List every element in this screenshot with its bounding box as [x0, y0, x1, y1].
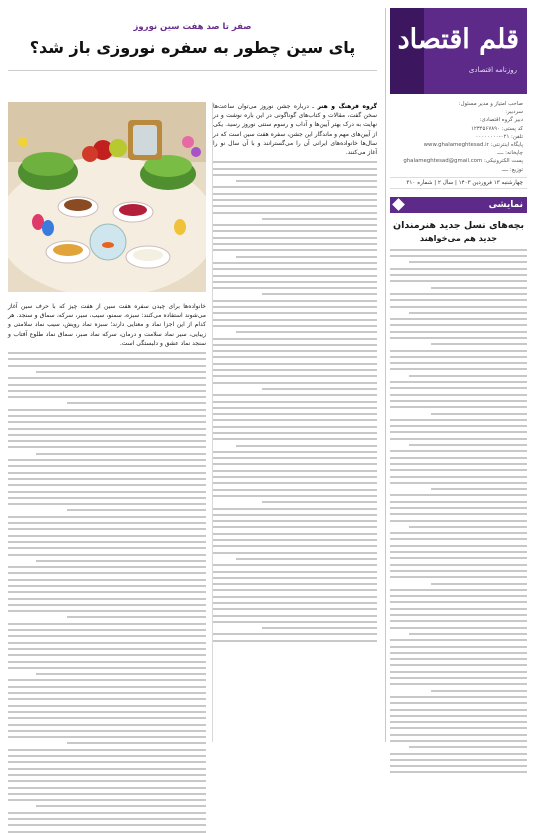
sidebar-body-text [390, 249, 527, 774]
lede-bold: گروه فرهنگ و هنر [317, 103, 378, 110]
main-article [8, 8, 377, 742]
headline-divider [8, 70, 377, 71]
article-body-left [8, 302, 206, 742]
article-left-text: خانواده‌ها برای چیدن سفره هفت سین از هفت چیز که با حرف سین آغاز می‌شوند استفاده می‌کنند: سبزه، سمنو، سیب، سیر، سرکه، سماق و سنجد. هر کدام از این اجزا نماد و معنایی دارند؛ سبزه نماد رویش، سیب نماد سلامتی و زیبایی، سیر نماد سلامت و درمان، سرکه نماد صبر، سماق نماد طلوع آفتاب و سنجد نماد عشق و دلبستگی است. [8, 303, 206, 347]
meta-line: سردبیر: [505, 109, 523, 116]
article-body-lines-left [8, 352, 206, 833]
issue-date-line: چهارشنبه ۱۳ فروردین ۱۴۰۳ | سال ۲ | شماره ۳۱۰ [390, 177, 527, 189]
newspaper-logo: قلم اقتصاد [397, 24, 519, 55]
logo-subtitle: روزنامه اقتصادی [468, 66, 517, 74]
meta-line: دبیر گروه اقتصادی: [479, 117, 523, 124]
masthead-meta [390, 94, 527, 174]
meta-line: توزیع: ــــ [501, 166, 523, 173]
logo-box [390, 8, 527, 94]
diamond-icon [392, 198, 405, 211]
meta-line: پست الکترونیکی: ghalameghtesad@gmail.com [403, 158, 523, 165]
article-body-lines-right [213, 161, 377, 642]
article-headline: پای سین چطور به سفره نوروزی باز شد؟ [29, 38, 356, 57]
article-lede [213, 102, 377, 157]
meta-line: پایگاه اینترنتی: www.ghalameghtesad.ir [423, 142, 523, 149]
meta-line: کد پستی: ۱۲۳۴۵۶۷۸۹۰ [470, 125, 523, 132]
article-kicker: صفر تا صد هفت سین نوروز [133, 22, 252, 32]
newspaper-page [8, 8, 527, 742]
section-label: نمایشی [488, 199, 523, 210]
meta-line: تلفن: ۰۲۱-۰۰۰۰۰۰۰۰ [475, 133, 523, 140]
haft-sin-photo [8, 102, 206, 292]
sidebar-subheadline: جدید هم می‌خواهند [419, 232, 498, 243]
lede-text: ـ درباره جشن نوروز می‌توان ساعت‌ها سخن گفت، مقالات و کتاب‌های گوناگونی در این باره نوشت و در نهایت به درک بهتر آیین‌ها و آداب و رسوم سنتی نوروز رسید. یکی از آیین‌های مهم و ماندگار این جشن، سفره هفت سین است که در سال‌ها خانواده‌های ایرانی آن را می‌گسترانند و با آن سال نو را آغاز می‌کنند. [213, 103, 377, 157]
article-body-right [213, 102, 377, 742]
masthead-column [385, 8, 527, 742]
section-bar [390, 197, 527, 213]
meta-line: صاحب امتیاز و مدیر مسئول: [458, 101, 523, 107]
meta-line: چاپخانه: ــــ [497, 150, 523, 157]
sidebar-headline: بچه‌های نسل جدید هنرمندان [392, 219, 525, 231]
